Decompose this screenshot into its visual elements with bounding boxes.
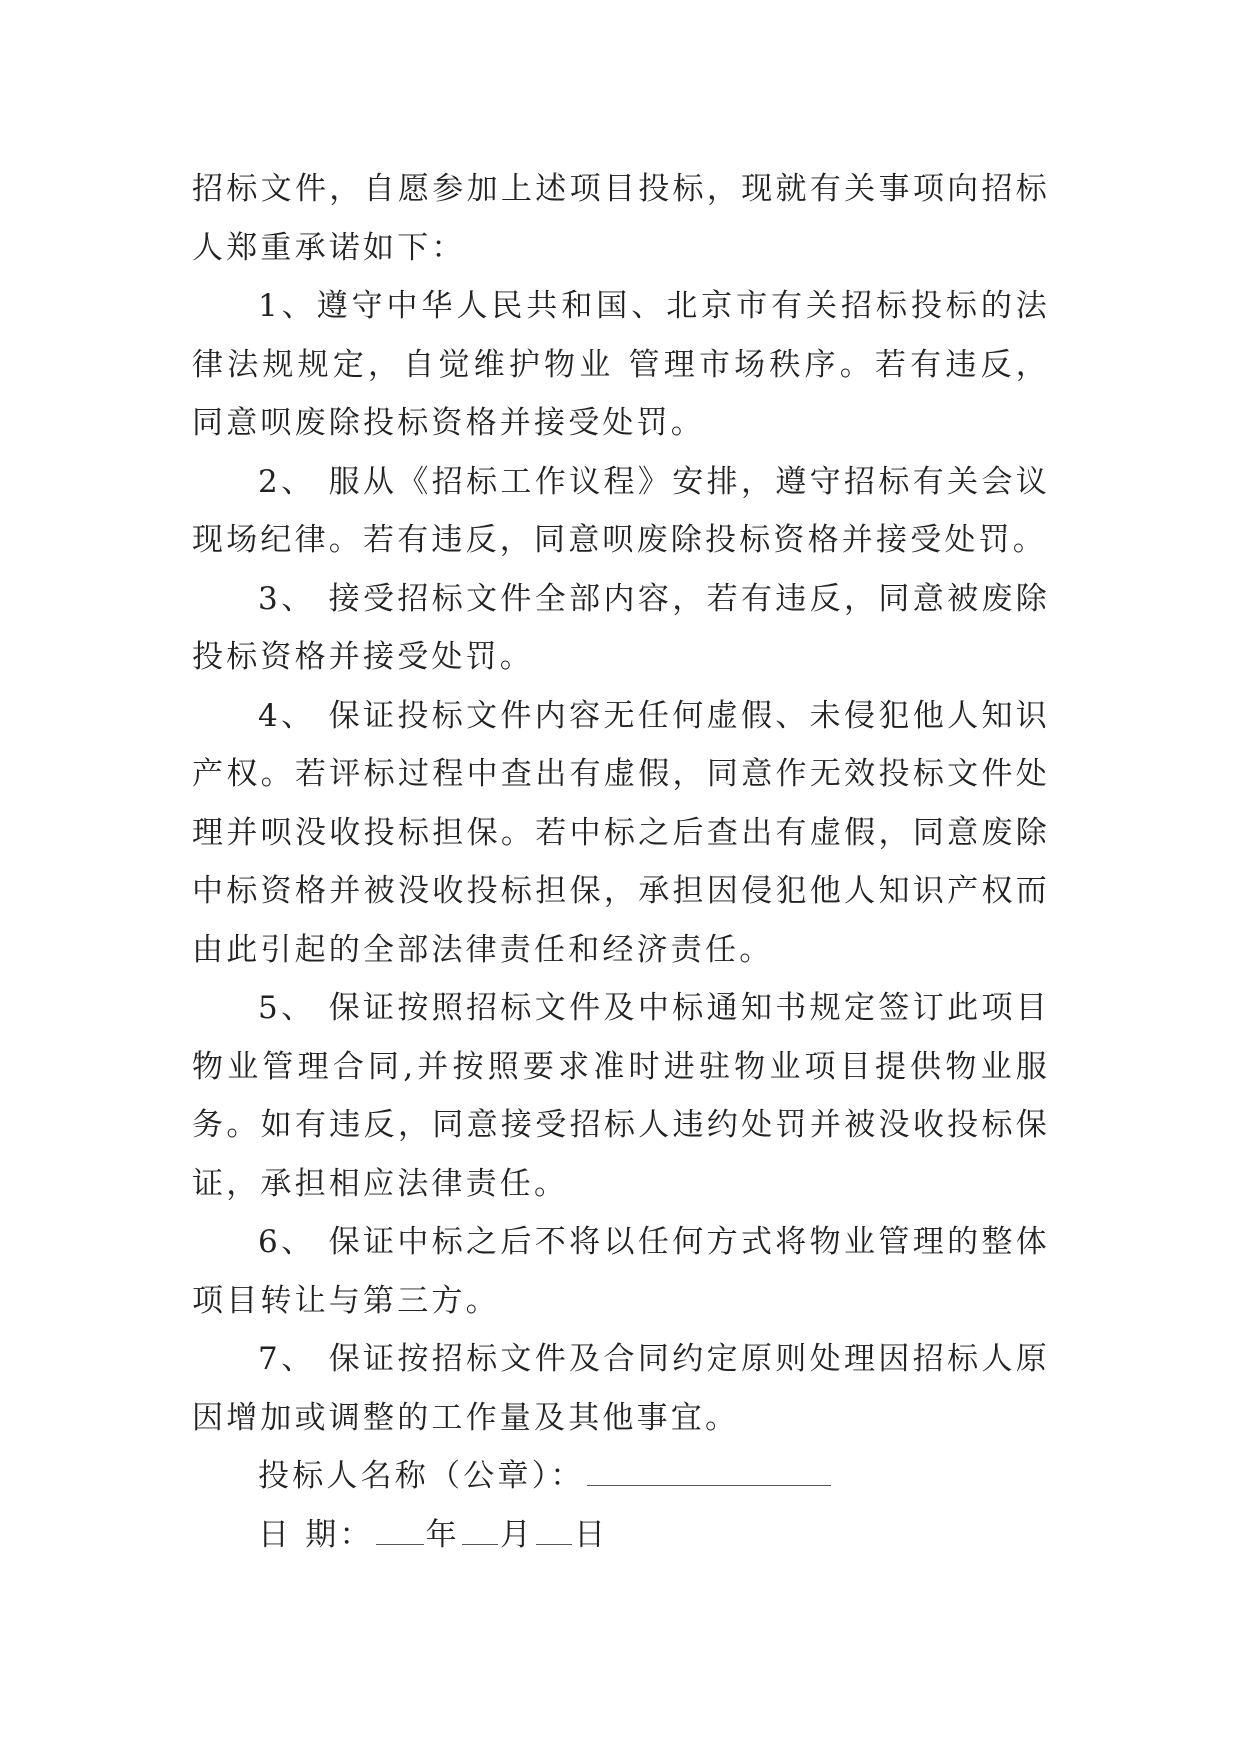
pledge-item-4: 4、 保证投标文件内容无任何虚假、未侵犯他人知识产权。若评标过程中查出有虚假，同意作无效投标文件处理并呗没收投标担保。若中标之后查出有虚假，同意废除中标资格并被没收投标担保，承担因侵犯他人知识产权而由此引起的全部法律责任和经济责任。 (192, 697, 1050, 968)
intro-paragraph: 招标文件，自愿参加上述项目投标，现就有关事项向招标人郑重承诺如下： (192, 171, 1050, 266)
bidder-name-line (192, 1447, 1050, 1506)
pledge-item-7: 7、 保证按招标文件及合同约定原则处理因招标人原因增加或调整的工作量及其他事宜。 (192, 1341, 1050, 1436)
bidder-name-label: 投标人名称（公章）： (258, 1458, 585, 1494)
year-blank (376, 1514, 424, 1545)
date-label: 日 期： (258, 1516, 374, 1553)
document-body (192, 160, 1050, 1564)
pledge-item-2: 2、 服从《招标工作议程》安排，遵守招标有关会议现场纪律。若有违反，同意呗废除投标资格并接受处罚。 (192, 463, 1050, 558)
pledge-item-5: 5、 保证按照招标文件及中标通知书规定签订此项目物业管理合同,并按照要求准时进驻物业项目提供物业服务。如有违反，同意接受招标人违约处罚并被没收投标保证，承担相应法律责任。 (192, 990, 1050, 1202)
pledge-item-6: 6、 保证中标之后不将以任何方式将物业管理的整体项目转让与第三方。 (192, 1224, 1050, 1319)
pledge-item-1: 1、遵守中华人民共和国、北京市有关招标投标的法律法规规定，自觉维护物业 管理市场秩序。若有违反，同意呗废除投标资格并接受处罚。 (192, 288, 1050, 441)
month-label: 月 (499, 1516, 535, 1553)
day-blank (536, 1514, 572, 1545)
pledge-item-3: 3、 接受招标文件全部内容，若有违反，同意被废除投标资格并接受处罚。 (192, 580, 1050, 675)
day-label: 日 (574, 1516, 609, 1553)
date-line (192, 1506, 1050, 1565)
year-label: 年 (425, 1516, 460, 1553)
month-blank (462, 1514, 498, 1545)
bidder-name-blank (587, 1455, 831, 1486)
